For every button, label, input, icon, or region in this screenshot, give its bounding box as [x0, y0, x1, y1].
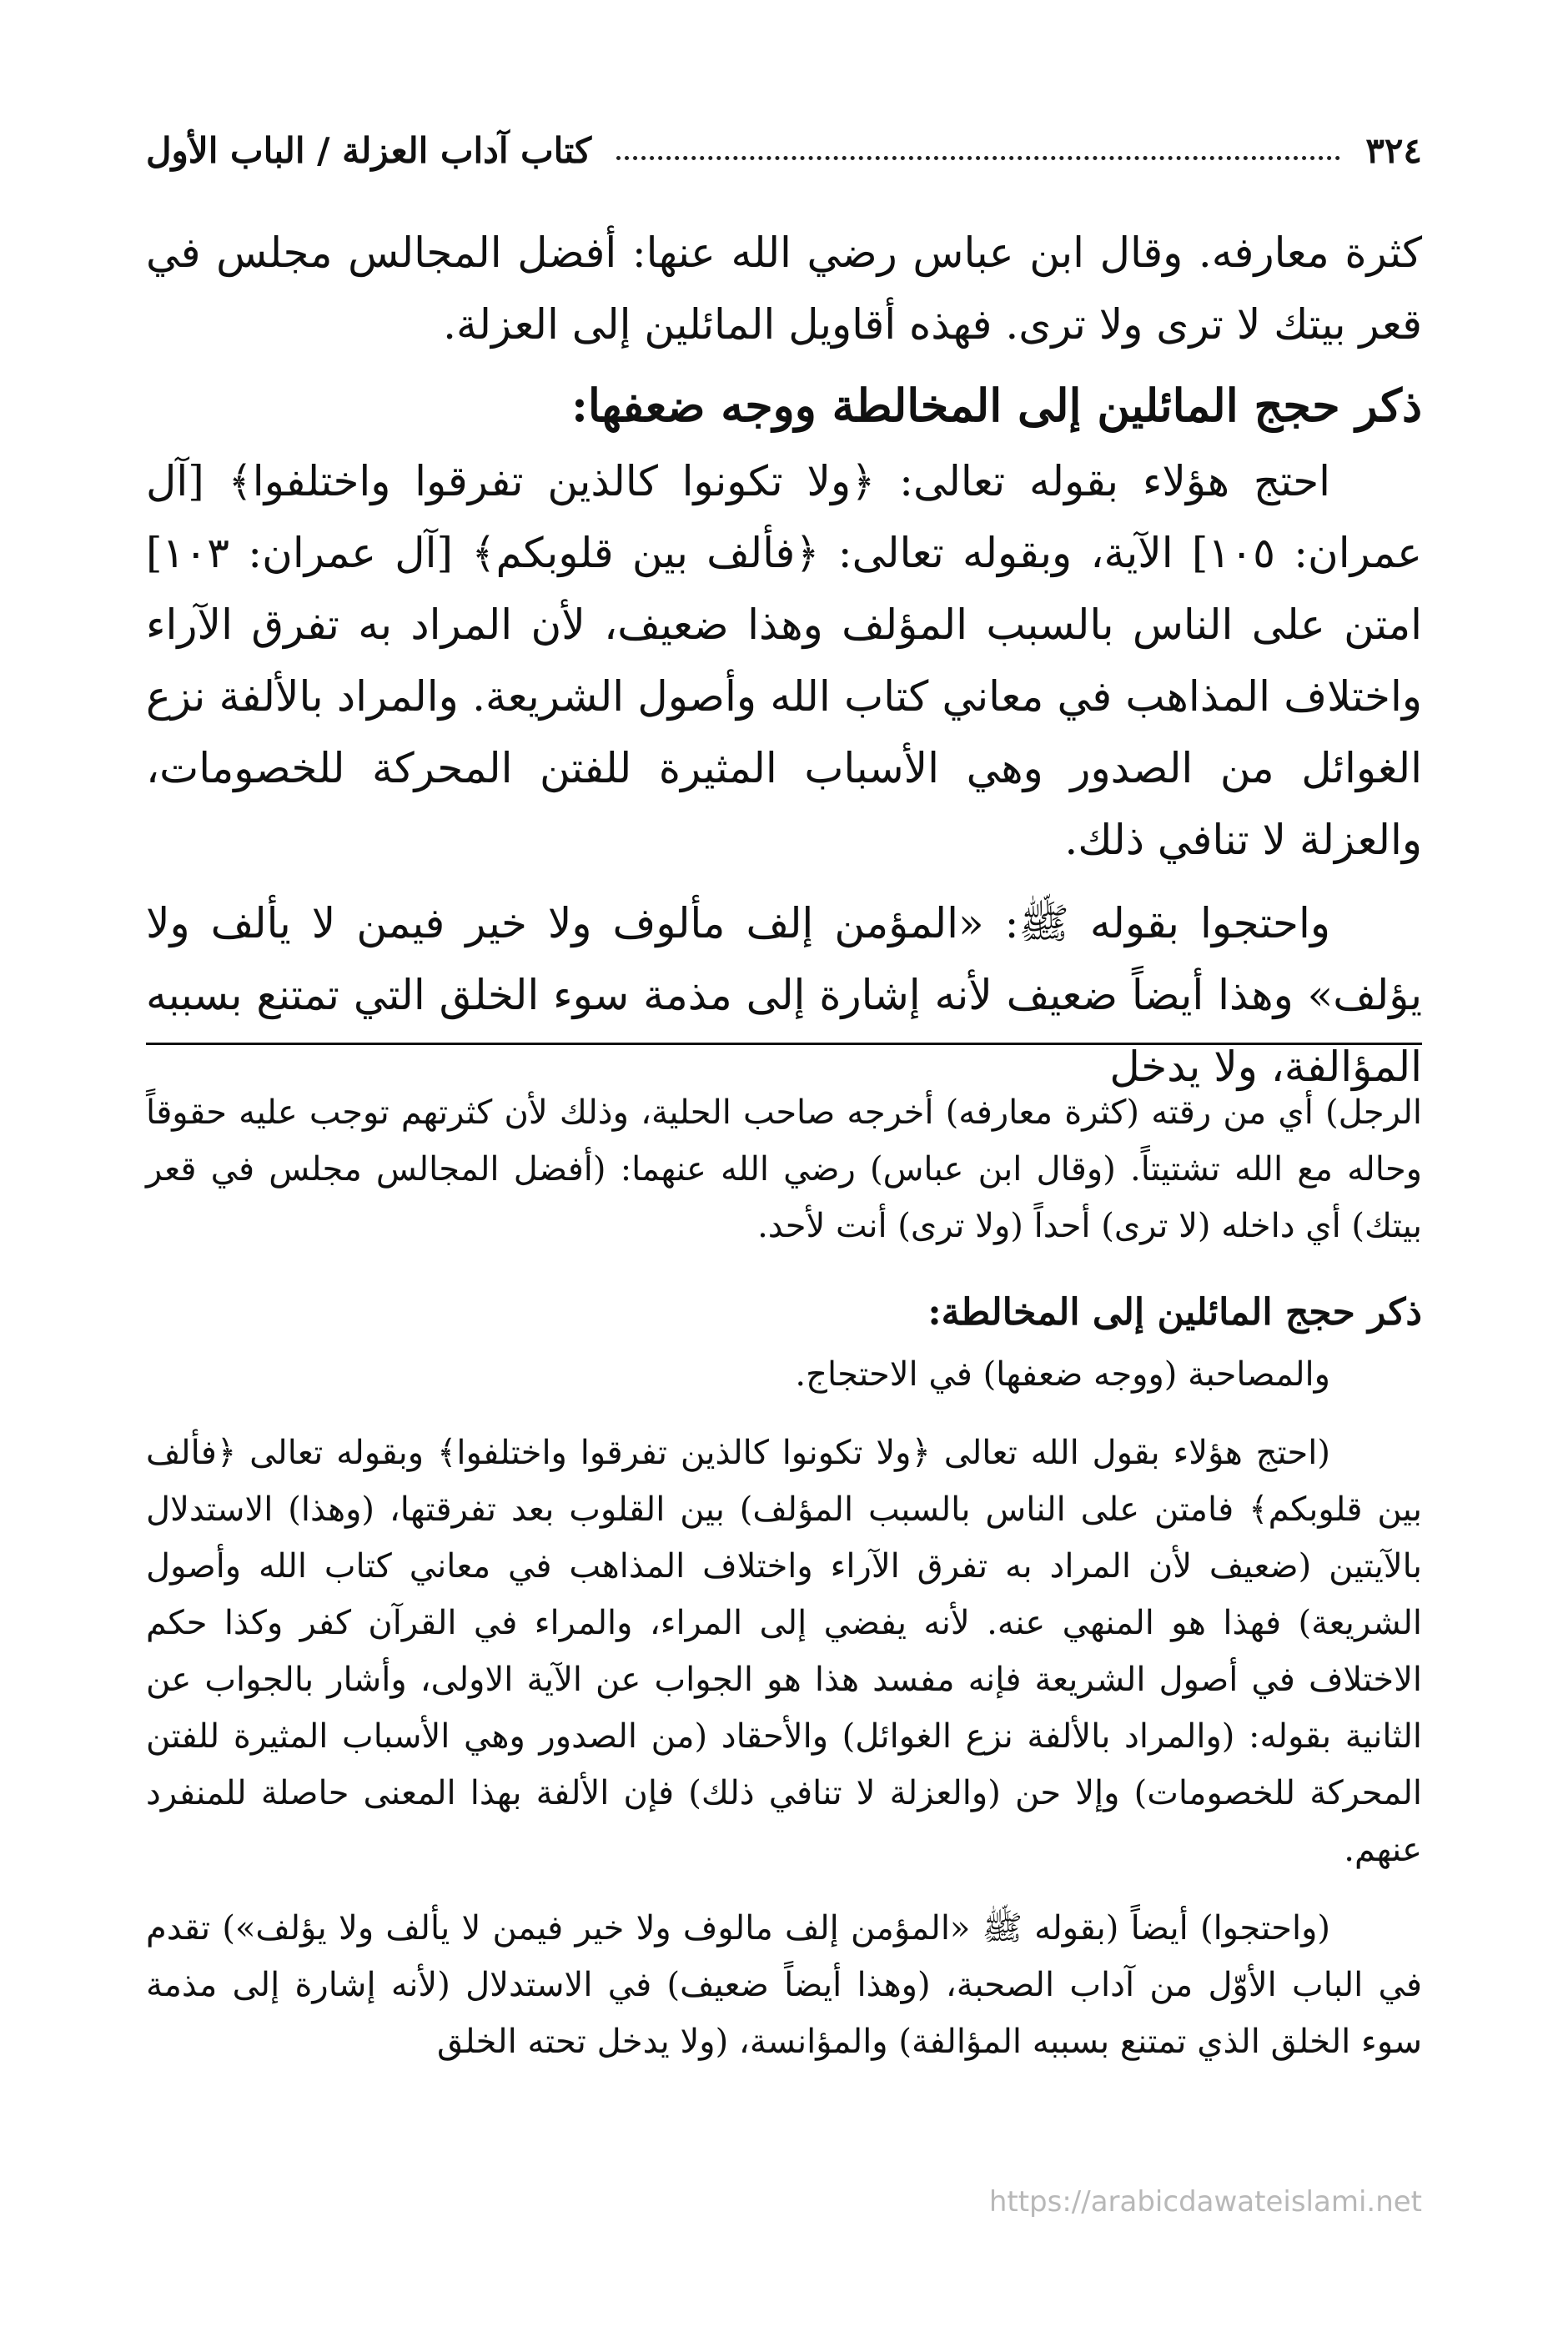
commentary-paragraph-3: (احتج هؤلاء بقول الله تعالى ﴿ولا تكونوا كالذين تفرقوا واختلفوا﴾ وبقوله تعالى ﴿فألف بين قلوبكم﴾ فامتن على الناس بالسبب المؤلف) بين القلوب بعد تفرقتها، (وهذا) الاستدلال بالآيتين (ضعيف لأن المراد به تفرق الآراء واختلاف المذاهب في معاني كتاب الله وأصول الشريعة) فهذا هو المنهي عنه. لأنه يفضي إلى المراء، والمراء في القرآن كفر وكذا حكم الاختلاف في أصول الشريعة فإنه مفسد هذا هو الجواب عن الآية الاولى، وأشار بالجواب عن الثانية بقوله: (والمراد بالألفة نزع الغوائل) والأحقاد (من الصدور وهي الأسباب المثيرة للفتن المحركة للخصومات) وإلا حن (والعزلة لا تنافي ذلك) فإن الألفة بهذا المعنى حاصلة للمنفرد عنهم. [146, 1434, 1422, 1869]
section-heading: ذكر حجج المائلين إلى المخالطة ووجه ضعفها: [570, 379, 1422, 432]
commentary-heading: ذكر حجج المائلين إلى المخالطة: [927, 1291, 1422, 1334]
main-paragraph-3: واحتجوا بقوله ﷺ: «المؤمن إلف مألوف ولا خير فيمن لا يألف ولا يؤلف» وهذا أيضاً ضعيف لأنه إشارة إلى مذمة سوء الخلق التي تمتنع بسببه المؤالفة، ولا يدخل [146, 899, 1422, 1091]
watermark-url: https://arabicdawateislami.net [988, 2185, 1422, 2219]
page-header [146, 117, 1422, 183]
footnote-separator [146, 1043, 1422, 1045]
page-number: ٣٢٤ [1365, 129, 1422, 171]
main-paragraph-1: كثرة معارفه. وقال ابن عباس رضي الله عنها: أفضل المجالس مجلس في قعر بيتك لا ترى ولا ترى. فهذه أقاويل المائلين إلى العزلة. [146, 229, 1422, 349]
commentary-paragraph-2: والمصاحبة (ووجه ضعفها) في الاحتجاج. [795, 1355, 1330, 1394]
main-text [146, 217, 1422, 1103]
commentary-paragraph-1: الرجل) أي من رقته (كثرة معارفه) أخرجه صاحب الحلية، وذلك لأن كثرتهم توجب عليه حقوقاً وحاله مع الله تشتيتاً. (وقال ابن عباس) رضي الله عنهما: (أفضل المجالس مجلس في قعر بيتك) أي داخله (لا ترى) أحداً (ولا ترى) أنت لأحد. [146, 1093, 1422, 1245]
commentary-gap [146, 1403, 1422, 1425]
paragraph-gap [146, 876, 1422, 887]
commentary [146, 1084, 1422, 2070]
running-title: كتاب آداب العزلة / الباب الأول [146, 129, 592, 171]
header-dotted-leader [616, 156, 1340, 160]
commentary-paragraph-4: (واحتجوا) أيضاً (بقوله ﷺ «المؤمن إلف مالوف ولا خير فيمن لا يألف ولا يؤلف») تقدم في الباب الأوّل من آداب الصحبة، (وهذا أيضاً ضعيف) في الاستدلال (لأنه إشارة إلى مذمة سوء الخلق الذي تمتنع بسببه المؤالفة) والمؤانسة، (ولا يدخل تحته الخلق [146, 1909, 1422, 2061]
commentary-gap [146, 1878, 1422, 1900]
main-paragraph-2: احتج هؤلاء بقوله تعالى: ﴿ولا تكونوا كالذين تفرقوا واختلفوا﴾ [آل عمران: ١٠٥] الآية، وبقوله تعالى: ﴿فألف بين قلوبكم﴾ [آل عمران: ١٠٣] امتن على الناس بالسبب المؤلف وهذا ضعيف، لأن المراد به تفرق الآراء واختلاف المذاهب في معاني كتاب الله وأصول الشريعة. والمراد بالألفة نزع الغوائل من الصدور وهي الأسباب المثيرة للفتن المحركة للخصومات، والعزلة لا تنافي ذلك. [146, 457, 1422, 864]
